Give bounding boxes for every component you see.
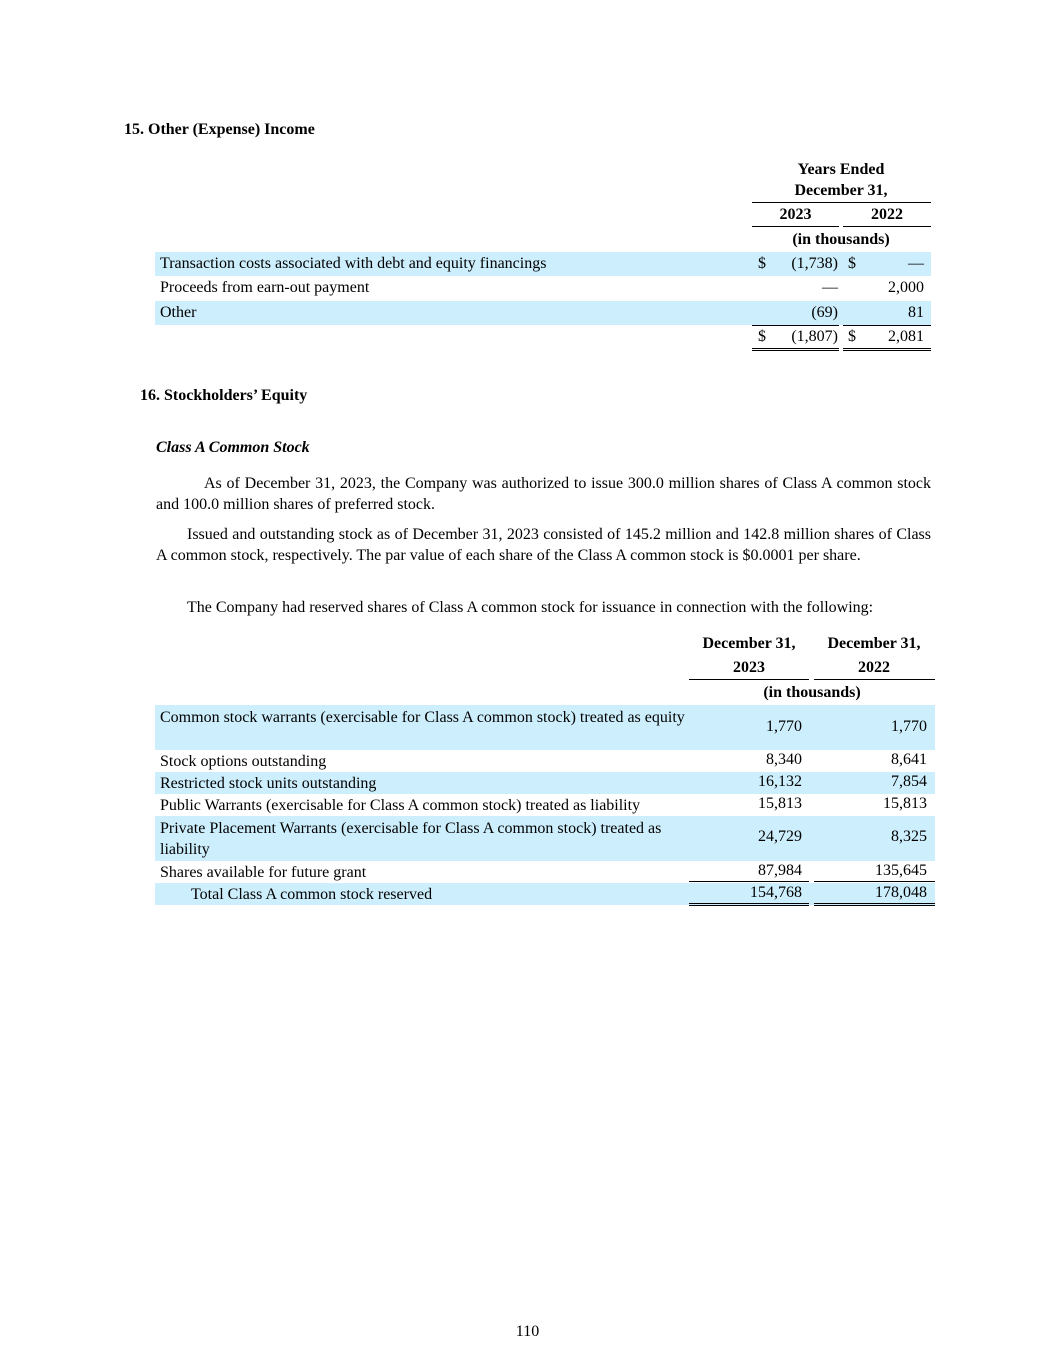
table-row bbox=[155, 772, 935, 794]
section-16-title: 16. Stockholders’ Equity bbox=[140, 387, 308, 404]
t2-header-rule bbox=[689, 679, 809, 680]
row-label: Other bbox=[160, 304, 197, 321]
row-label: Proceeds from earn-out payment bbox=[160, 279, 370, 296]
table-row bbox=[155, 276, 931, 300]
paragraph-authorized: As of December 31, 2023, the Company was authorized to issue 300.0 million shares of Class A common stock and 100.0 million shares of preferred stock. bbox=[156, 475, 931, 513]
value-2023: (69) bbox=[811, 304, 838, 321]
t1-total-double-rule bbox=[843, 348, 931, 351]
total-2022: 2,081 bbox=[888, 328, 924, 345]
t2-col2-year: 2022 bbox=[858, 659, 890, 676]
row-label: Restricted stock units outstanding bbox=[160, 775, 377, 792]
value-2023: 24,729 bbox=[758, 828, 802, 845]
value-2023: 15,813 bbox=[758, 795, 802, 812]
table-row bbox=[155, 301, 931, 325]
t2-col1-year: 2023 bbox=[733, 659, 765, 676]
t1-units: (in thousands) bbox=[792, 231, 890, 248]
t2-header-rule bbox=[814, 679, 935, 680]
t2-units: (in thousands) bbox=[763, 684, 861, 701]
page-number: 110 bbox=[515, 1323, 540, 1340]
row-label: Common stock warrants (exercisable for Class A common stock) treated as equity bbox=[160, 709, 685, 726]
table-row bbox=[155, 861, 935, 883]
value-2023: (1,738) bbox=[791, 255, 838, 272]
value-2022: 135,645 bbox=[875, 862, 927, 879]
t1-total-double-rule bbox=[752, 348, 839, 351]
t1-col-2023: 2023 bbox=[779, 206, 812, 223]
table-row bbox=[155, 750, 935, 772]
dollar-sign: $ bbox=[848, 328, 856, 345]
row-label: Public Warrants (exercisable for Class A common stock) treated as liability bbox=[160, 797, 641, 814]
row-label: Shares available for future grant bbox=[160, 864, 367, 881]
dollar-sign: $ bbox=[758, 328, 766, 345]
value-2022: 8,641 bbox=[891, 751, 927, 768]
value-2022: 1,770 bbox=[891, 718, 927, 735]
total-2022: 178,048 bbox=[875, 884, 927, 901]
row-label: Transaction costs associated with debt and equity financings bbox=[160, 255, 547, 272]
t2-subtotal-rule bbox=[814, 881, 935, 882]
total-label: Total Class A common stock reserved bbox=[191, 886, 433, 903]
value-2022: 8,325 bbox=[891, 828, 927, 845]
value-2022: 81 bbox=[908, 304, 924, 321]
t1-col-rule bbox=[843, 226, 931, 227]
paragraph-issued: Issued and outstanding stock as of December 31, 2023 consisted of 145.2 million and 142.8 million shares of Class A common stock, respectively. The par value of each share of the Class A common stock is $0.0001 per share. bbox=[156, 526, 931, 564]
value-2023: — bbox=[822, 279, 838, 296]
dollar-sign: $ bbox=[848, 255, 856, 272]
value-2023: 8,340 bbox=[766, 751, 802, 768]
t2-col1-header: December 31, bbox=[702, 635, 796, 652]
section-15-title: 15. Other (Expense) Income bbox=[124, 121, 315, 138]
value-2023: 16,132 bbox=[758, 773, 802, 790]
row-label: Private Placement Warrants (exercisable for Class A common stock) treated as liability bbox=[160, 820, 662, 858]
row-label: Stock options outstanding bbox=[160, 753, 327, 770]
t2-subtotal-rule bbox=[689, 881, 809, 882]
total-2023: 154,768 bbox=[750, 884, 802, 901]
dollar-sign: $ bbox=[758, 255, 766, 272]
table-total-row bbox=[155, 883, 935, 905]
total-2023: (1,807) bbox=[791, 328, 838, 345]
subheading-class-a: Class A Common Stock bbox=[156, 439, 310, 456]
value-2022: 15,813 bbox=[883, 795, 927, 812]
value-2022: 2,000 bbox=[888, 279, 924, 296]
table-row bbox=[155, 816, 935, 861]
value-2023: 1,770 bbox=[766, 718, 802, 735]
t1-col-rule bbox=[752, 226, 839, 227]
t1-header-rule bbox=[752, 202, 931, 203]
value-2023: 87,984 bbox=[758, 862, 802, 879]
t2-total-double-rule bbox=[814, 903, 935, 906]
t2-total-double-rule bbox=[689, 903, 809, 906]
paragraph-reserved: The Company had reserved shares of Class A common stock for issuance in connection with the following: bbox=[187, 599, 874, 616]
value-2022: 7,854 bbox=[891, 773, 927, 790]
table-row bbox=[155, 252, 931, 276]
table-row bbox=[155, 705, 935, 750]
t1-header-december: December 31, bbox=[794, 182, 888, 199]
table-row bbox=[155, 794, 935, 816]
t2-col2-header: December 31, bbox=[827, 635, 921, 652]
t1-col-2022: 2022 bbox=[871, 206, 903, 223]
table-total-row bbox=[155, 325, 931, 349]
t1-header-years-ended: Years Ended bbox=[797, 161, 885, 178]
value-2022: — bbox=[908, 255, 924, 272]
